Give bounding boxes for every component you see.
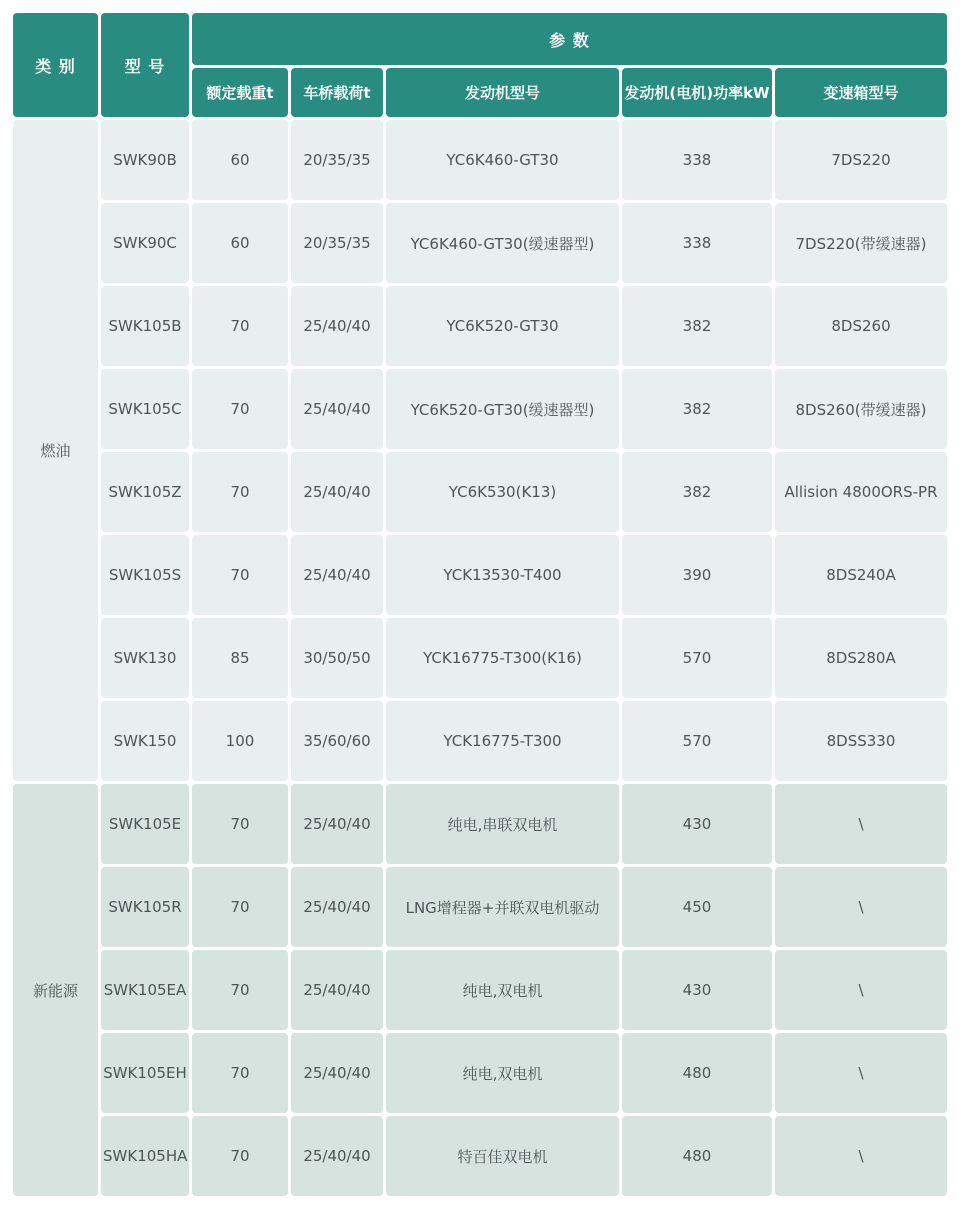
cell-rated-load: 70 [192,867,288,947]
header-category: 类 别 [13,13,98,117]
cell-engine-power: 382 [622,286,772,366]
cell-model: SWK105HA [101,1116,189,1196]
cell-rated-load: 85 [192,618,288,698]
cell-model: SWK90B [101,120,189,200]
header-axle-load: 车桥载荷t [291,68,383,117]
cell-engine-model: 纯电,串联双电机 [386,784,619,864]
cell-engine-model: YCK16775-T300 [386,701,619,781]
cell-rated-load: 70 [192,950,288,1030]
cell-rated-load: 70 [192,1116,288,1196]
cell-engine-power: 570 [622,618,772,698]
cell-engine-power: 390 [622,535,772,615]
cell-engine-power: 430 [622,950,772,1030]
cell-engine-model: YC6K530(K13) [386,452,619,532]
table-row [13,701,947,781]
cell-axle-load: 35/60/60 [291,701,383,781]
cell-engine-power: 570 [622,701,772,781]
cell-engine-power: 480 [622,1116,772,1196]
cell-engine-model: YC6K460-GT30(缓速器型) [386,203,619,283]
cell-rated-load: 60 [192,120,288,200]
cell-gearbox-model: 8DS240A [775,535,947,615]
table-row [13,1033,947,1113]
cell-axle-load: 25/40/40 [291,369,383,449]
cell-gearbox-model: 7DS220(带缓速器) [775,203,947,283]
table-row [13,784,947,864]
cell-engine-model: YC6K460-GT30 [386,120,619,200]
cell-gearbox-model: 8DS280A [775,618,947,698]
cell-gearbox-model: \ [775,1033,947,1113]
cell-axle-load: 20/35/35 [291,120,383,200]
cell-engine-power: 338 [622,203,772,283]
table-row [13,618,947,698]
cell-axle-load: 25/40/40 [291,867,383,947]
cell-gearbox-model: 7DS220 [775,120,947,200]
section-fuel [13,120,947,781]
cell-axle-load: 25/40/40 [291,1116,383,1196]
specs-table [10,10,950,1199]
cell-model: SWK105E [101,784,189,864]
header-rated-load: 额定载重t [192,68,288,117]
cell-axle-load: 25/40/40 [291,784,383,864]
table-row [13,1116,947,1196]
cell-gearbox-model: 8DS260 [775,286,947,366]
cell-engine-power: 382 [622,452,772,532]
cell-model: SWK90C [101,203,189,283]
table-row [13,867,947,947]
cell-gearbox-model: \ [775,1116,947,1196]
table-row [13,120,947,200]
header-gearbox-model: 变速箱型号 [775,68,947,117]
cell-rated-load: 100 [192,701,288,781]
cell-engine-power: 338 [622,120,772,200]
table-row [13,535,947,615]
table-header [13,13,947,117]
cell-engine-model: 纯电,双电机 [386,1033,619,1113]
header-params: 参 数 [192,13,947,65]
cell-rated-load: 70 [192,286,288,366]
cell-category-fuel: 燃油 [13,120,98,781]
cell-engine-model: YCK16775-T300(K16) [386,618,619,698]
cell-rated-load: 70 [192,452,288,532]
cell-gearbox-model: Allision 4800ORS-PR [775,452,947,532]
cell-gearbox-model: 8DS260(带缓速器) [775,369,947,449]
cell-rated-load: 70 [192,1033,288,1113]
cell-rated-load: 70 [192,784,288,864]
cell-gearbox-model: \ [775,784,947,864]
header-model: 型 号 [101,13,189,117]
cell-axle-load: 25/40/40 [291,535,383,615]
cell-model: SWK105C [101,369,189,449]
cell-model: SWK105Z [101,452,189,532]
cell-model: SWK130 [101,618,189,698]
section-new-energy [13,784,947,1196]
cell-engine-model: 特百佳双电机 [386,1116,619,1196]
cell-engine-model: LNG增程器+并联双电机驱动 [386,867,619,947]
cell-gearbox-model: \ [775,867,947,947]
cell-engine-power: 480 [622,1033,772,1113]
cell-model: SWK105R [101,867,189,947]
table-row [13,286,947,366]
cell-category-new-energy: 新能源 [13,784,98,1196]
cell-rated-load: 70 [192,369,288,449]
cell-rated-load: 60 [192,203,288,283]
cell-model: SWK150 [101,701,189,781]
cell-engine-model: YCK13530-T400 [386,535,619,615]
table-row [13,452,947,532]
cell-model: SWK105S [101,535,189,615]
cell-engine-power: 450 [622,867,772,947]
cell-axle-load: 20/35/35 [291,203,383,283]
table-row [13,369,947,449]
cell-engine-power: 382 [622,369,772,449]
cell-gearbox-model: \ [775,950,947,1030]
cell-model: SWK105EH [101,1033,189,1113]
cell-model: SWK105B [101,286,189,366]
cell-rated-load: 70 [192,535,288,615]
table-row [13,203,947,283]
cell-axle-load: 25/40/40 [291,452,383,532]
cell-engine-model: 纯电,双电机 [386,950,619,1030]
cell-axle-load: 30/50/50 [291,618,383,698]
cell-axle-load: 25/40/40 [291,1033,383,1113]
cell-engine-model: YC6K520-GT30(缓速器型) [386,369,619,449]
header-engine-power: 发动机(电机)功率kW [622,68,772,117]
table-row [13,950,947,1030]
cell-model: SWK105EA [101,950,189,1030]
cell-engine-power: 430 [622,784,772,864]
cell-engine-model: YC6K520-GT30 [386,286,619,366]
cell-axle-load: 25/40/40 [291,286,383,366]
cell-axle-load: 25/40/40 [291,950,383,1030]
cell-gearbox-model: 8DSS330 [775,701,947,781]
header-engine-model: 发动机型号 [386,68,619,117]
